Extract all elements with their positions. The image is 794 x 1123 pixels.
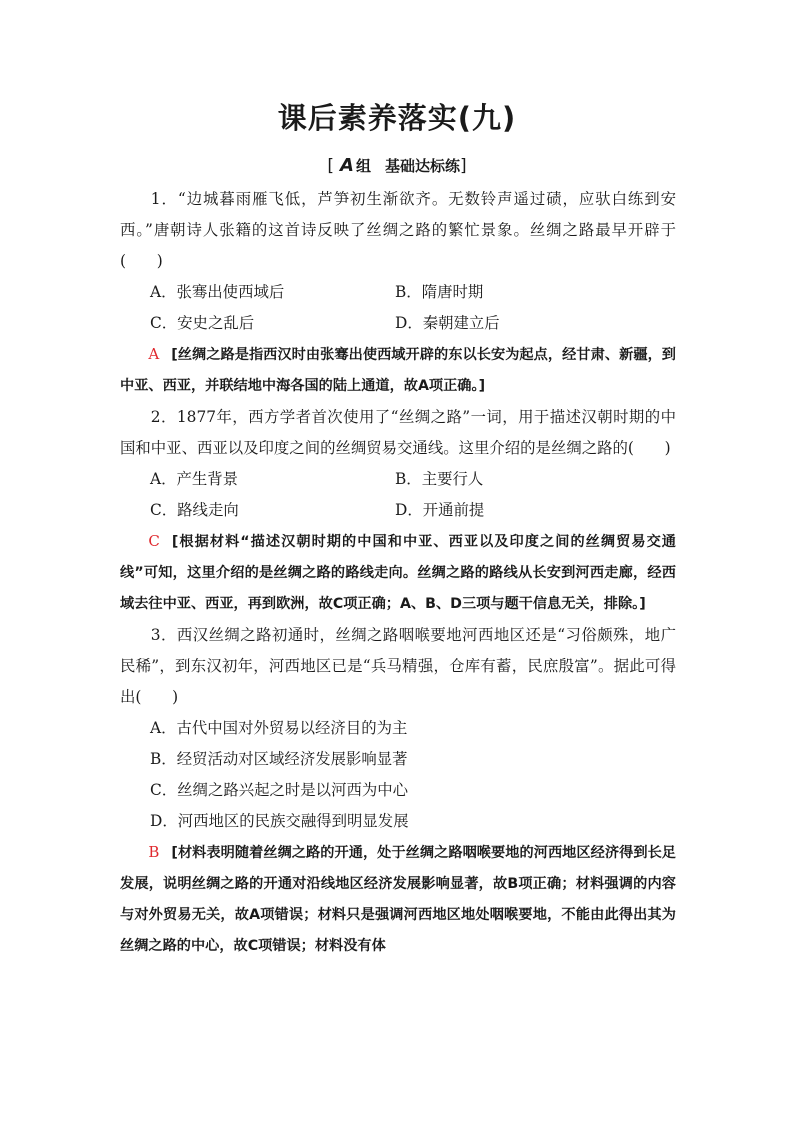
option-a: A．张骞出使西域后 — [150, 283, 285, 301]
option-c: C．丝绸之路兴起之时是以河西为中心 — [150, 781, 409, 799]
answer-letter: C — [148, 532, 160, 550]
option-d: D．河西地区的民族交融得到明显发展 — [150, 812, 409, 830]
bracket-open: [ — [327, 156, 335, 176]
explanation-text: [丝绸之路是指西汉时由张骞出使西域开辟的东以长安为起点，经甘肃、新疆，到中亚、西亚，并联结地中海各国的陆上通道，故A项正确。] — [120, 347, 676, 394]
explanation-text: [根据材料“描述汉朝时期的中国和中亚、西亚以及印度之间的丝绸贸易交通线”可知，这里介绍的是丝绸之路的路线走向。丝绸之路的路线从长安到河西走廊，经西域去往中亚、西亚，再到欧洲，故C项正确；A、B、D三项与题干信息无关，排除。] — [120, 534, 676, 612]
option-b: B．经贸活动对区域经济发展影响显著 — [150, 750, 408, 768]
option-a: A．古代中国对外贸易以经济目的为主 — [150, 719, 408, 737]
question-stem: 3．西汉丝绸之路初通时，丝绸之路咽喉要地河西地区还是“习俗颇殊，地广民稀”，到东汉初年，河西地区已是“兵马精强，仓库有蓄，民庶殷富”。据此可得出( ) — [120, 626, 676, 706]
option-c: C．安史之乱后 — [150, 314, 255, 332]
bracket-close: ] — [459, 156, 467, 176]
option-b: B．隋唐时期 — [395, 283, 484, 301]
option-list — [120, 464, 676, 526]
answer-explanation — [120, 339, 676, 402]
option-d: D．秦朝建立后 — [395, 314, 500, 332]
option-c: C．路线走向 — [150, 501, 239, 519]
answer-explanation — [120, 837, 676, 962]
question-stem: 2．1877年，西方学者首次使用了“丝绸之路”一词，用于描述汉朝时期的中国和中亚、西亚以及印度之间的丝绸贸易交通线。这里介绍的是丝绸之路的( ) — [120, 408, 676, 457]
question-1 — [120, 184, 676, 402]
option-d: D．开通前提 — [395, 501, 485, 519]
answer-explanation — [120, 526, 676, 620]
question-list — [120, 184, 676, 962]
answer-letter: B — [148, 843, 160, 861]
explanation-text: [材料表明随着丝绸之路的开通，处于丝绸之路咽喉要地的河西地区经济得到长足发展，说明丝绸之路的开通对沿线地区经济发展影响显著，故B项正确；材料强调的内容与对外贸易无关，故A项错误；材料只是强调河西地区地处咽喉要地，不能由此得出其为丝绸之路的中心，故C项错误；材料没有体 — [120, 845, 676, 954]
page-title: 课后素养落实(九) — [277, 101, 517, 135]
group-label: 组 — [355, 157, 371, 175]
group-badge: A — [340, 155, 354, 176]
answer-letter: A — [148, 345, 160, 363]
option-list — [120, 713, 676, 837]
question-3 — [120, 620, 676, 962]
group-name: 基础达标练 — [384, 157, 460, 175]
option-a: A．产生背景 — [150, 470, 239, 488]
question-2 — [120, 402, 676, 620]
option-b: B．主要行人 — [395, 470, 484, 488]
option-list — [120, 277, 676, 339]
group-heading — [0, 155, 794, 176]
question-stem: 1．“边城暮雨雁飞低，芦笋初生渐欲齐。无数铃声遥过碛，应驮白练到安西。”唐朝诗人张籍的这首诗反映了丝绸之路的繁忙景象。丝绸之路最早开辟于( ) — [120, 190, 676, 270]
